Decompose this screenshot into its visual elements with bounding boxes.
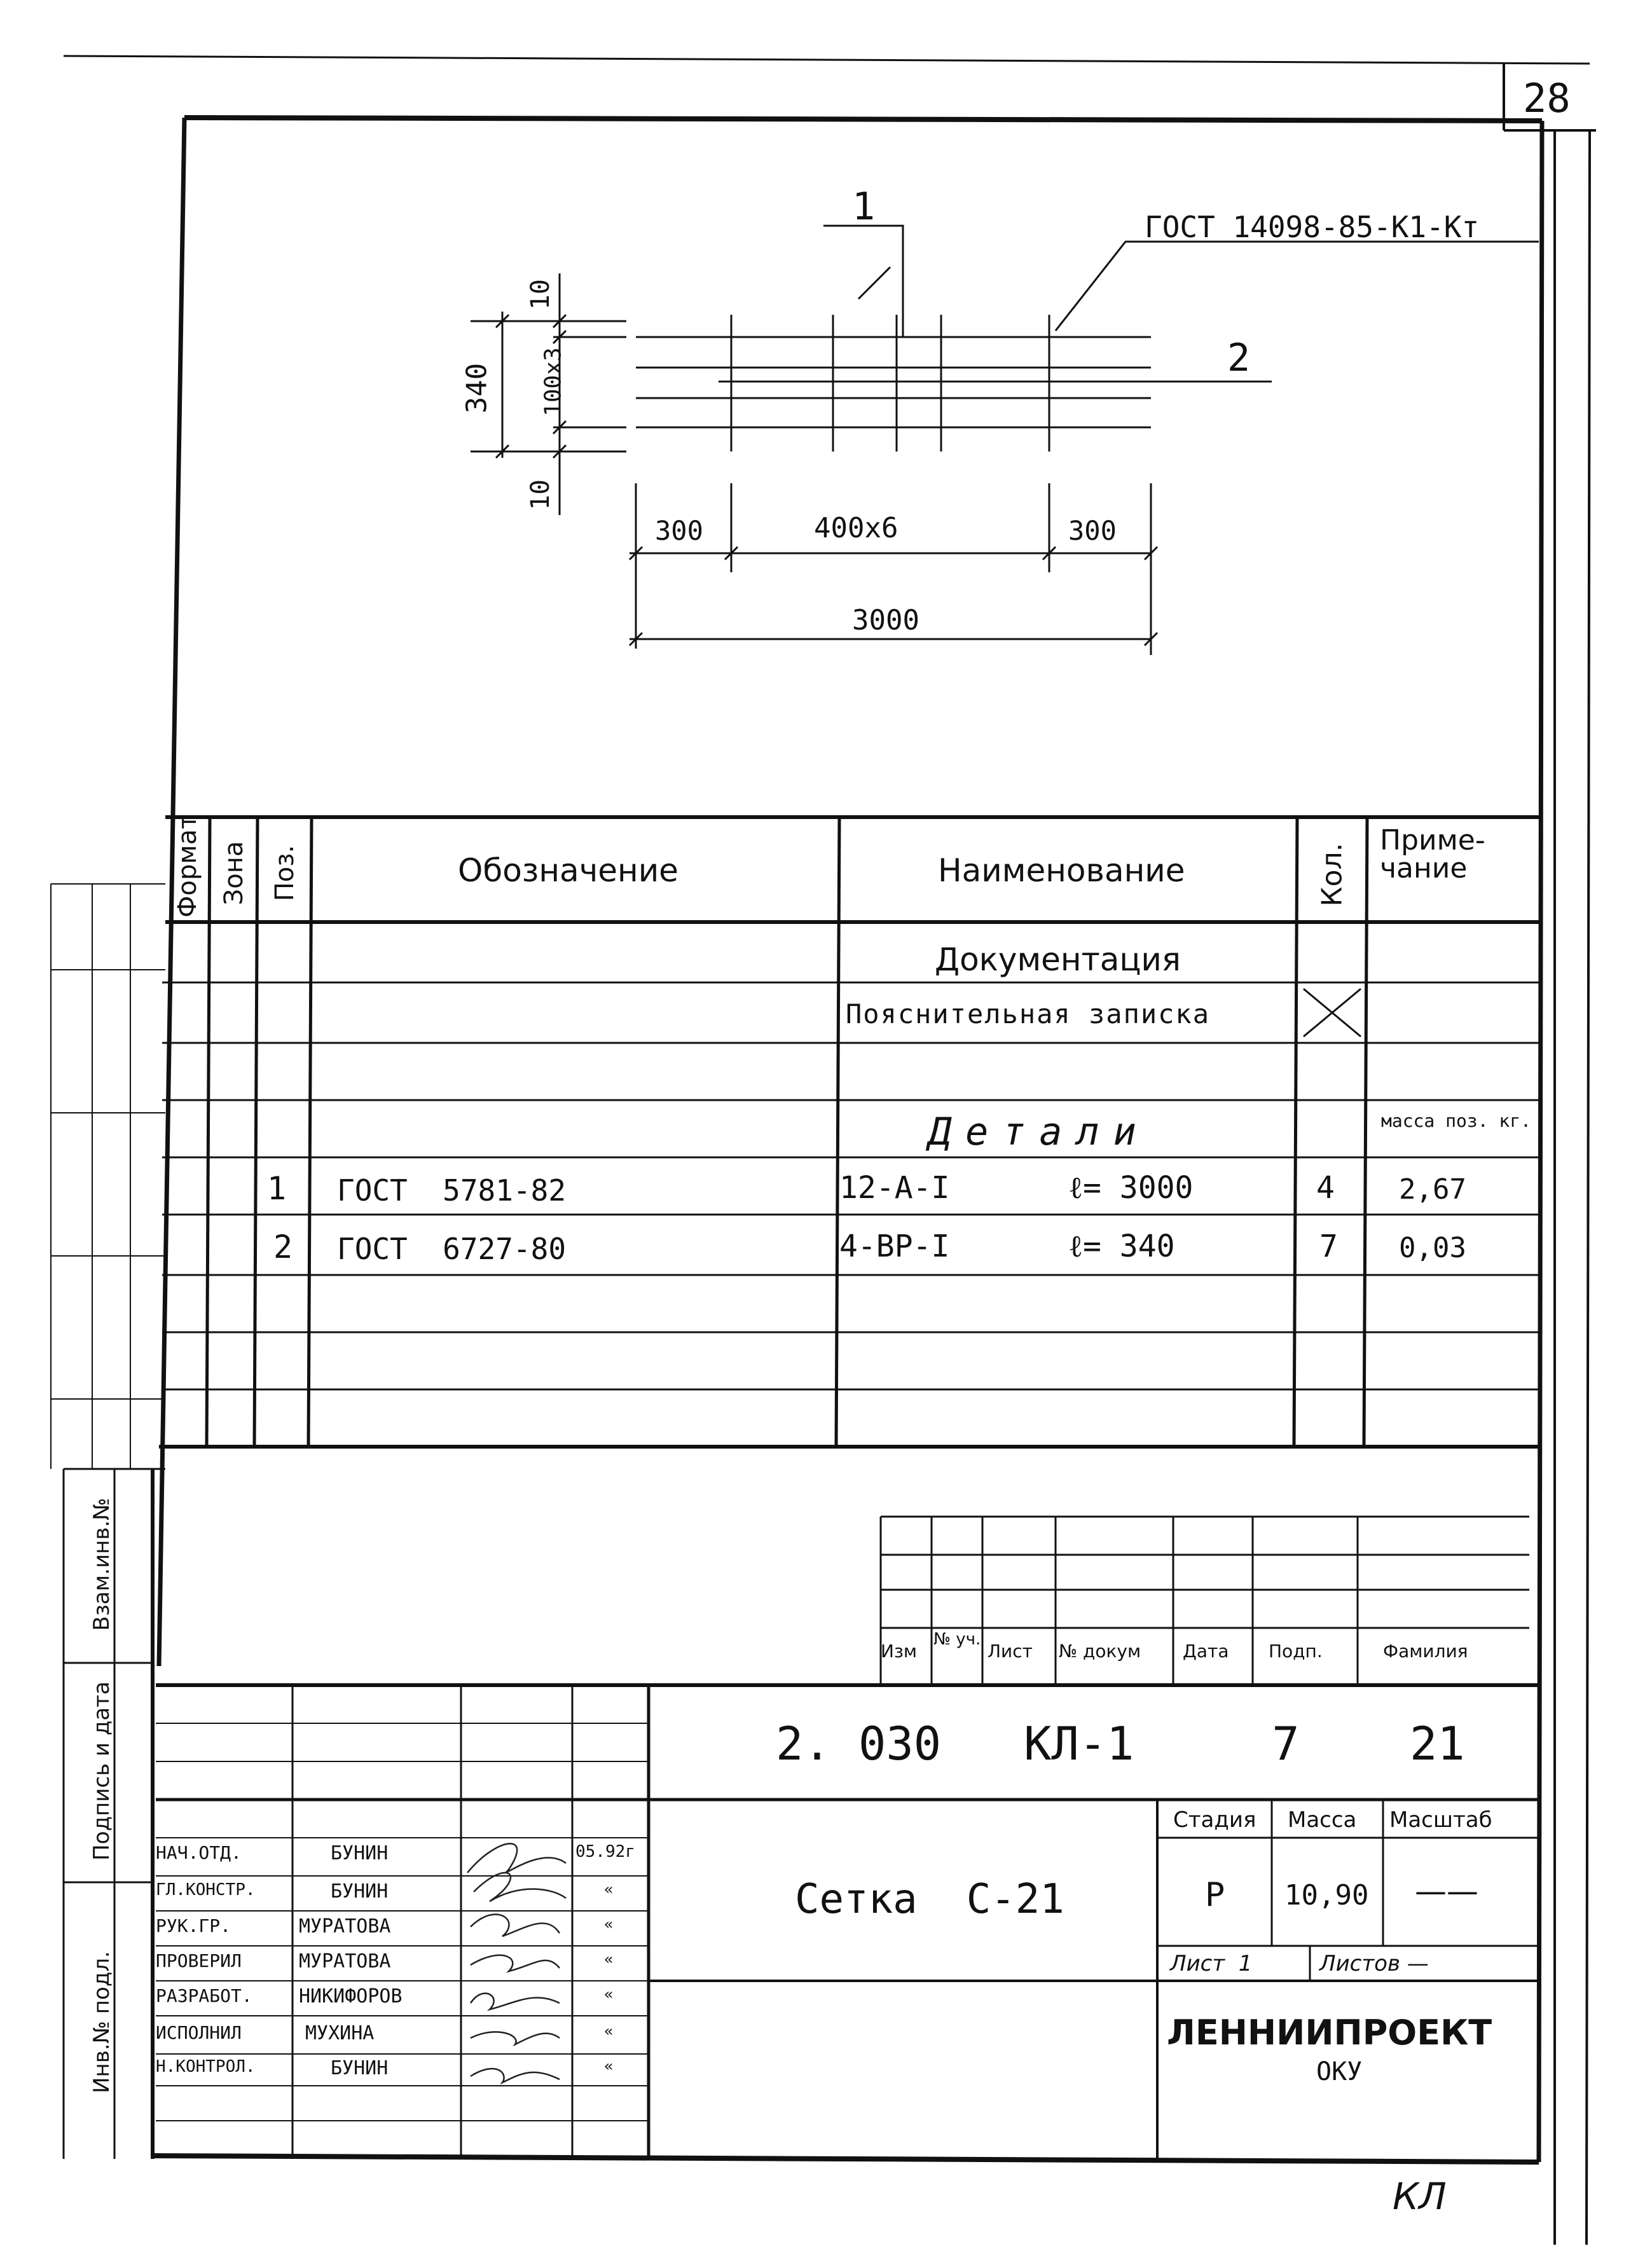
- sig-name-3: МУРАТОВА: [299, 1915, 391, 1938]
- dim-total-height: 340: [460, 362, 493, 414]
- sheet-label: Лист 1: [1170, 1951, 1253, 1976]
- sig-role-5: РАЗРАБОТ.: [156, 1985, 252, 2006]
- row1-designation: ГОСТ 5781-82: [337, 1173, 567, 1208]
- dim-top-edge: 10: [526, 279, 555, 310]
- sig-date-4: «: [604, 1950, 614, 1968]
- doc-row-name: Пояснительная записка: [846, 998, 1211, 1030]
- row1-pos: 1: [267, 1170, 287, 1207]
- header-pos: Поз.: [270, 844, 299, 902]
- header-name: Наименование: [938, 852, 1185, 889]
- sig-role-3: РУК.ГР.: [156, 1915, 231, 1936]
- label-pos1: 1: [852, 184, 876, 229]
- sheets-label: Листов —: [1319, 1951, 1429, 1976]
- mass-label: Масса: [1288, 1807, 1357, 1833]
- weld-note: ГОСТ 14098-85-К1-Кт: [1145, 210, 1480, 244]
- scale-label: Масштаб: [1389, 1807, 1492, 1833]
- sig-date-6: «: [604, 2022, 614, 2040]
- row2-qty: 7: [1319, 1229, 1338, 1264]
- sig-role-1: НАЧ.ОТД.: [156, 1842, 242, 1863]
- dim-overall-length: 3000: [852, 604, 919, 637]
- sig-date-3: «: [604, 1915, 614, 1933]
- sig-role-6: ИСПОЛНИЛ: [156, 2022, 242, 2043]
- change-header-familiya: Фамилия: [1383, 1641, 1468, 1662]
- scale-value: ——: [1415, 1873, 1478, 1910]
- header-qty: Кол.: [1316, 843, 1349, 907]
- dim-right-end: 300: [1068, 515, 1117, 546]
- section-documentation: Документация: [935, 941, 1181, 978]
- sheet-number: 28: [1523, 75, 1571, 121]
- sig-name-2: БУНИН: [331, 1880, 389, 1903]
- header-format: Формат: [173, 814, 202, 918]
- sig-date-1: 05.92г: [575, 1842, 635, 1861]
- dim-left-end: 300: [655, 515, 703, 546]
- stage-value: Р: [1205, 1876, 1225, 1914]
- mass-value: 10,90: [1284, 1879, 1369, 1912]
- row2-pos: 2: [273, 1229, 293, 1265]
- sig-date-7: «: [604, 2057, 614, 2075]
- label-pos2: 2: [1227, 336, 1251, 380]
- row2-note: 0,03: [1399, 1232, 1466, 1264]
- sig-name-1: БУНИН: [331, 1842, 389, 1864]
- row2-designation: ГОСТ 6727-80: [337, 1232, 567, 1266]
- label-vzam-inv: Взам.инв.№: [89, 1498, 114, 1631]
- header-note: Приме-чание: [1380, 824, 1485, 885]
- change-header-podp: Подп.: [1269, 1641, 1323, 1662]
- header-zone: Зона: [219, 841, 249, 906]
- dim-middle-spacing: 100х3: [540, 347, 567, 417]
- label-inv-podl: Инв.№ подл.: [89, 1951, 114, 2093]
- stage-label: Стадия: [1173, 1807, 1256, 1833]
- sig-name-4: МУРАТОВА: [299, 1950, 391, 1973]
- sig-role-2: ГЛ.КОНСТР.: [156, 1880, 256, 1899]
- signature-scribbles: [467, 1843, 566, 2083]
- label-podpis-data: Подпись и дата: [89, 1681, 114, 1861]
- sig-date-2: «: [604, 1880, 614, 1898]
- organization-sub: ОКУ: [1316, 2057, 1363, 2086]
- sig-name-5: НИКИФОРОВ: [299, 1985, 403, 2008]
- mass-header: масса поз. кг.: [1380, 1110, 1531, 1131]
- row1-name: 12-А-I: [839, 1170, 950, 1206]
- row1-note: 2,67: [1399, 1173, 1466, 1206]
- row1-qty: 4: [1316, 1170, 1335, 1206]
- change-header-izm: Изм: [881, 1641, 917, 1662]
- change-header-list: Лист: [988, 1641, 1033, 1662]
- corner-mark: КЛ: [1393, 2175, 1447, 2218]
- row2-length: ℓ= 340: [1068, 1229, 1175, 1264]
- item-name: Сетка С-21: [795, 1876, 1064, 1923]
- row2-name: 4-ВР-I: [839, 1229, 950, 1264]
- sig-date-5: «: [604, 1985, 614, 2003]
- section-details: Детали: [928, 1110, 1150, 1154]
- organization-name: ЛЕННИИПРОЕКТ: [1167, 2013, 1492, 2053]
- dim-center-spacing: 400х6: [814, 512, 898, 544]
- header-designation: Обозначение: [458, 852, 678, 889]
- change-header-dokum: № докум: [1059, 1641, 1141, 1662]
- sig-role-4: ПРОВЕРИЛ: [156, 1950, 242, 1971]
- sig-name-7: БУНИН: [331, 2057, 389, 2079]
- row1-length: ℓ= 3000: [1068, 1170, 1194, 1206]
- sig-role-7: Н.КОНТРОЛ.: [156, 2057, 256, 2076]
- doc-code: 2. 030 КЛ-1 7 21: [776, 1717, 1465, 1770]
- change-header-data: Дата: [1183, 1641, 1229, 1662]
- change-header-uch: № уч.: [933, 1630, 981, 1649]
- sig-name-6: МУХИНА: [305, 2022, 375, 2044]
- dim-bottom-edge: 10: [526, 479, 555, 511]
